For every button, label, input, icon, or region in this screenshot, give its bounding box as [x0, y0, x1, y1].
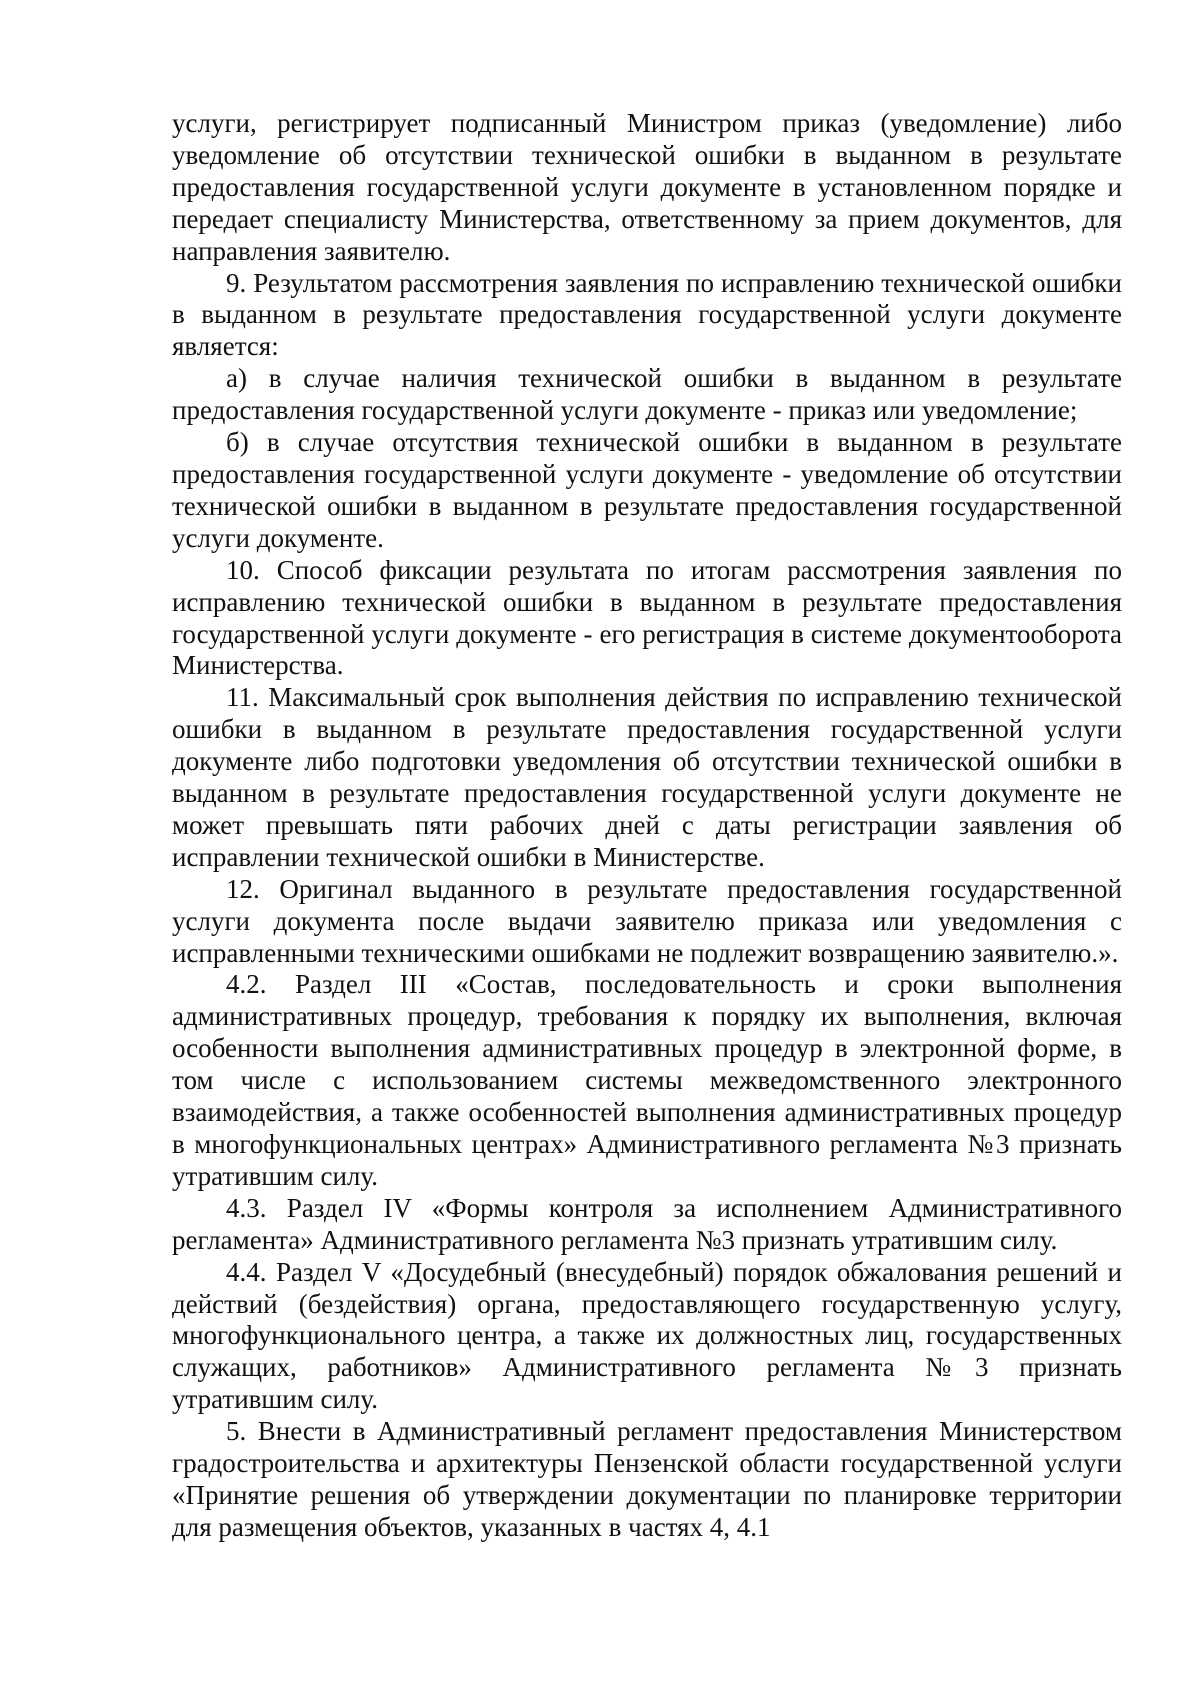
paragraph-item-12: 12. Оригинал выданного в результате предоставления государственной услуги документа после выдачи заявителю приказа или уведомления с исправленными техническими ошибками не подлежит возвращению заявителю.».: [172, 873, 1122, 968]
paragraph-item-4-4: 4.4. Раздел V «Досудебный (внесудебный) порядок обжалования решений и действий (бездействия) органа, предоставляющего государственную услугу, многофункционального центра, а также их должностных лиц, государственных служащих, работников» Административного регламента №3 признать утратившим силу.: [172, 1256, 1122, 1415]
document-page: [172, 108, 1122, 1544]
paragraph-continuation: услуги, регистрирует подписанный Министром приказ (уведомление) либо уведомление об отсутствии технической ошибки в выданном в результате предоставления государственной услуги документе в установленном порядке и передает специалисту Министерства, ответственному за прием документов, для направления заявителю.: [172, 108, 1122, 266]
paragraph-item-10: 10. Способ фиксации результата по итогам рассмотрения заявления по исправлению технической ошибки в выданном в результате предоставления государственной услуги документе - его регистрация в системе документооборота Министерства.: [172, 554, 1122, 681]
paragraph-item-4-2: 4.2. Раздел III «Состав, последовательность и сроки выполнения административных процедур, требования к порядку их выполнения, включая особенности выполнения административных процедур в электронной форме, в том числе с использованием системы межведомственного электронного взаимодействия, а также особенностей выполнения административных процедур в многофункциональных центрах» Административного регламента №3 признать утратившим силу.: [172, 969, 1122, 1191]
paragraph-subitem-b: б) в случае отсутствия технической ошибки в выданном в результате предоставления государственной услуги документе - уведомление об отсутствии технической ошибки в выданном в результате предоставления государственной услуги документе.: [172, 427, 1122, 553]
paragraph-item-5: 5. Внести в Административный регламент предоставления Министерством градостроительства и архитектуры Пензенской области государственной услуги «Принятие решения об утверждении документации по планировке территории для размещения объектов, указанных в частях 4, 4.1: [172, 1416, 1122, 1542]
paragraph-subitem-a: а) в случае наличия технической ошибки в выданном в результате предоставления государственной услуги документе - приказ или уведомление;: [172, 363, 1122, 426]
paragraph-item-4-3: 4.3. Раздел IV «Формы контроля за исполнением Административного регламента» Административного регламента №3 признать утратившим силу.: [172, 1192, 1122, 1255]
paragraph-item-9: 9. Результатом рассмотрения заявления по исправлению технической ошибки в выданном в результате предоставления государственной услуги документе является:: [172, 267, 1122, 362]
paragraph-item-11: 11. Максимальный срок выполнения действия по исправлению технической ошибки в выданном в результате предоставления государственной услуги документе либо подготовки уведомления об отсутствии технической ошибки в выданном в результате предоставления государственной услуги документе не может превышать пяти рабочих дней с даты регистрации заявления об исправлении технической ошибки в Министерстве.: [172, 682, 1122, 872]
